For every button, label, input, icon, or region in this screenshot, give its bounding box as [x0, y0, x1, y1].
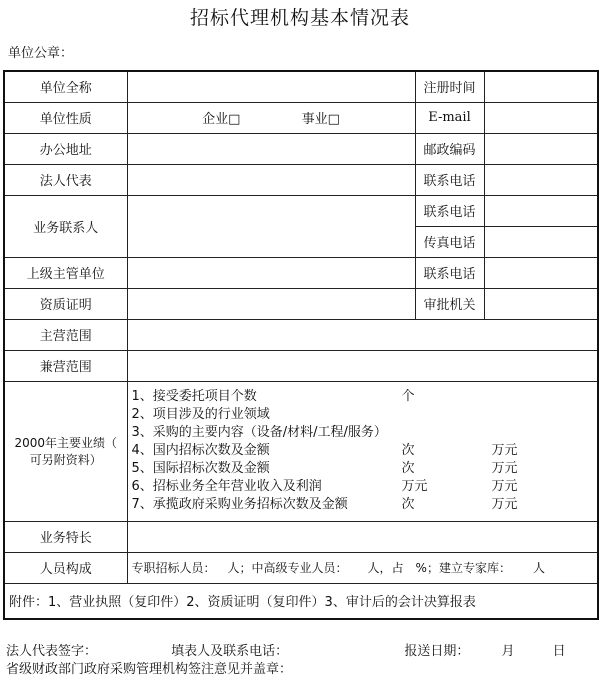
performance-item-unit2: 万元	[491, 497, 518, 512]
performance-item-text: 4、国内招标次数及金额	[131, 443, 270, 458]
label-approver: 审批机关	[415, 288, 484, 319]
field-email[interactable]	[484, 102, 598, 133]
performance-item	[132, 478, 594, 496]
label-staff: 人员构成	[4, 552, 127, 583]
performance-item-unit2: 万元	[491, 461, 518, 476]
performance-item-unit2	[492, 424, 552, 442]
performance-item-unit1: 个	[401, 389, 415, 404]
label-specialty: 业务特长	[4, 521, 127, 552]
field-postcode[interactable]	[484, 133, 598, 164]
performance-item-unit2: 万元	[491, 479, 518, 494]
performance-item-text: 5、国际招标次数及金额	[131, 461, 270, 476]
field-nature	[127, 102, 415, 133]
label-contact-phone: 联系电话	[415, 195, 484, 226]
performance-item-unit2	[492, 388, 552, 406]
footer-date: 报送日期：	[404, 644, 470, 659]
field-side-scope[interactable]	[127, 350, 598, 381]
performance-item-unit1	[402, 424, 492, 442]
performance-item	[132, 496, 594, 514]
attachments-row: 附件：1、营业执照（复印件）2、资质证明（复印件）3、审计后的会计决算报表	[4, 583, 598, 619]
staff-fulltime-label: 专职招标人员：	[131, 561, 216, 575]
field-main-scope[interactable]	[127, 319, 598, 350]
seal-label: 单位公章：	[8, 46, 74, 61]
performance-item	[132, 424, 594, 442]
field-address[interactable]	[127, 133, 415, 164]
label-qualification: 资质证明	[4, 288, 127, 319]
field-contact[interactable]	[127, 195, 415, 257]
field-legal-rep[interactable]	[127, 164, 415, 195]
field-reg-time[interactable]	[484, 71, 598, 102]
field-fax[interactable]	[484, 226, 598, 257]
label-legal-phone: 联系电话	[415, 164, 484, 195]
field-contact-phone[interactable]	[484, 195, 598, 226]
label-superior: 上级主管单位	[4, 257, 127, 288]
label-legal-rep: 法人代表	[4, 164, 127, 195]
staff-fulltime-unit: 人；中高级专业人员：	[227, 561, 348, 575]
field-legal-phone[interactable]	[484, 164, 598, 195]
performance-item-unit2	[492, 406, 552, 424]
label-main-scope: 主营范围	[4, 319, 127, 350]
footer-day: 日	[552, 644, 566, 659]
label-superior-phone: 联系电话	[415, 257, 484, 288]
footer-opinion: 省级财政部门政府采购管理机构签注意见并盖章：	[6, 662, 293, 677]
info-form-table	[3, 70, 599, 620]
performance-item	[132, 442, 594, 460]
performance-item-unit1: 万元	[401, 479, 428, 494]
label-reg-time: 注册时间	[415, 71, 484, 102]
field-superior-phone[interactable]	[484, 257, 598, 288]
footer-month: 月	[501, 644, 515, 659]
field-full-name[interactable]	[127, 71, 415, 102]
checkbox-institution[interactable]: 事业□	[301, 112, 340, 127]
staff-percent-label: %；建立专家库：	[415, 561, 511, 575]
performance-item	[132, 406, 594, 424]
performance-list	[132, 386, 594, 516]
performance-item-unit1: 次	[401, 497, 415, 512]
label-performance-line2: 可另附资料）	[29, 453, 102, 467]
label-nature: 单位性质	[4, 102, 127, 133]
field-superior[interactable]	[127, 257, 415, 288]
performance-item	[132, 460, 594, 478]
footer-sign-line	[6, 640, 566, 659]
footer-filler: 填表人及联系电话：	[171, 644, 289, 659]
footer-legal-sign: 法人代表签字：	[6, 644, 98, 659]
performance-item-unit1: 次	[401, 461, 415, 476]
field-performance	[127, 381, 598, 521]
staff-senior-unit: 人，占	[367, 561, 404, 575]
field-staff	[127, 552, 598, 583]
page-title: 招标代理机构基本情况表	[189, 7, 410, 29]
label-performance-line1: 2000年主要业绩（	[14, 436, 118, 450]
label-contact: 业务联系人	[4, 195, 127, 257]
performance-item-unit1: 次	[401, 443, 415, 458]
performance-item-text: 6、招标业务全年营业收入及利润	[131, 479, 322, 494]
label-side-scope: 兼营范围	[4, 350, 127, 381]
checkbox-enterprise[interactable]: 企业□	[202, 112, 241, 127]
field-qualification[interactable]	[127, 288, 415, 319]
label-fax: 传真电话	[415, 226, 484, 257]
performance-item	[132, 388, 594, 406]
label-address: 办公地址	[4, 133, 127, 164]
field-specialty[interactable]	[127, 521, 598, 552]
performance-item-unit2: 万元	[491, 443, 518, 458]
performance-item-text: 1、接受委托项目个数	[131, 389, 257, 404]
performance-item-text: 7、承揽政府采购业务招标次数及金额	[131, 497, 348, 512]
performance-item-text: 3、采购的主要内容（设备/材料/工程/服务）	[131, 425, 387, 440]
staff-expert-unit: 人	[532, 561, 545, 575]
performance-item-text: 2、项目涉及的行业领域	[131, 407, 270, 422]
performance-item-unit1	[402, 406, 492, 424]
label-postcode: 邮政编码	[415, 133, 484, 164]
label-full-name: 单位全称	[4, 71, 127, 102]
label-performance	[4, 381, 127, 521]
label-email: E-mail	[415, 102, 484, 133]
field-approver[interactable]	[484, 288, 598, 319]
